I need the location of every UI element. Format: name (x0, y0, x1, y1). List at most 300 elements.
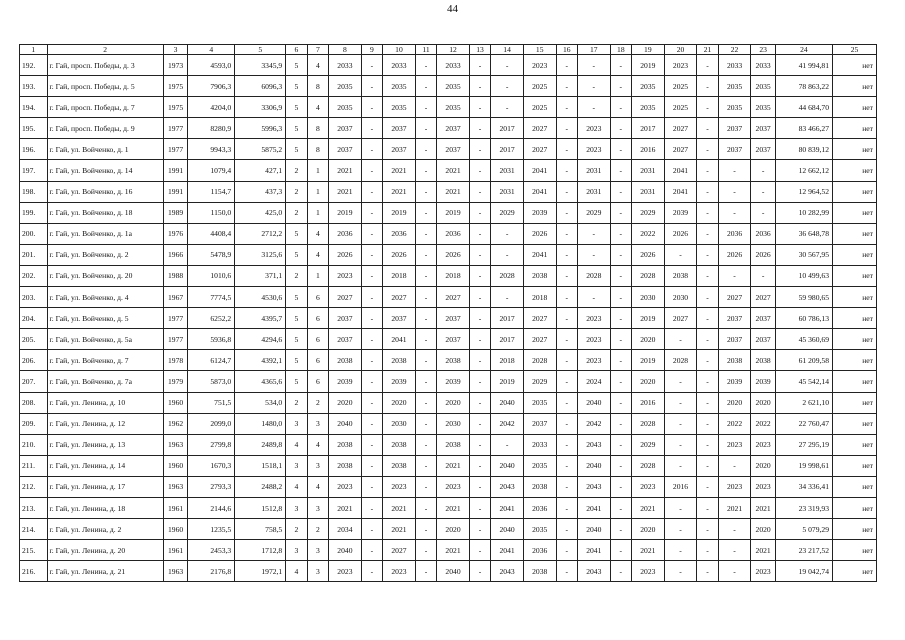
table-cell: - (361, 561, 382, 582)
table-cell: - (610, 434, 631, 455)
table-cell: 1963 (163, 476, 187, 497)
table-cell: - (697, 434, 718, 455)
table-cell: 2035 (632, 97, 665, 118)
table-cell: 2021 (329, 181, 362, 202)
table-cell: - (610, 265, 631, 286)
table-cell: 203. (20, 287, 48, 308)
table-cell: 4593,0 (188, 55, 235, 76)
table-cell: 2026 (664, 223, 697, 244)
table-cell: 6 (307, 329, 328, 350)
table-cell: 2035 (383, 76, 416, 97)
table-cell: - (361, 181, 382, 202)
table-cell: 2022 (632, 223, 665, 244)
table-cell: - (556, 97, 577, 118)
table-cell: 2019 (491, 371, 524, 392)
table-cell: нет (832, 519, 876, 540)
table-cell: - (697, 497, 718, 518)
table-cell: - (415, 455, 436, 476)
table-cell: - (556, 455, 577, 476)
table-cell: - (664, 434, 697, 455)
table-cell: нет (832, 540, 876, 561)
table-cell: 5 (286, 308, 307, 329)
table-cell: 45 360,69 (775, 329, 832, 350)
table-cell: 1010,6 (188, 265, 235, 286)
table-cell: 2043 (577, 434, 610, 455)
table-cell: 2021 (437, 540, 470, 561)
table-cell: 4408,4 (188, 223, 235, 244)
column-header: 19 (632, 45, 665, 55)
table-cell: 2031 (577, 160, 610, 181)
table-cell: 2 621,10 (775, 392, 832, 413)
table-cell: 2018 (523, 287, 556, 308)
table-cell: 2023 (329, 476, 362, 497)
table-cell: 2039 (664, 202, 697, 223)
table-cell: 2037 (523, 413, 556, 434)
table-cell: 61 209,58 (775, 350, 832, 371)
table-cell: - (556, 519, 577, 540)
table-cell: - (664, 329, 697, 350)
address-cell: г. Гай, ул. Ленина, д. 20 (47, 540, 163, 561)
table-cell: - (664, 392, 697, 413)
table-cell: 758,5 (235, 519, 286, 540)
table-cell: 2028 (632, 265, 665, 286)
table-cell: 192. (20, 55, 48, 76)
table-cell: - (697, 139, 718, 160)
table-cell: - (610, 244, 631, 265)
table-cell: - (664, 413, 697, 434)
table-cell: 2021 (383, 181, 416, 202)
table-cell: 2035 (437, 76, 470, 97)
table-cell: - (697, 350, 718, 371)
column-header: 8 (329, 45, 362, 55)
table-cell: - (577, 76, 610, 97)
table-cell: 2035 (523, 455, 556, 476)
table-cell: 2021 (329, 160, 362, 181)
table-cell: 2712,2 (235, 223, 286, 244)
table-cell: 5 079,29 (775, 519, 832, 540)
column-header: 1 (20, 45, 48, 55)
table-cell: - (751, 181, 775, 202)
table-cell: - (610, 118, 631, 139)
table-cell: 2029 (577, 202, 610, 223)
table-cell: 1972,1 (235, 561, 286, 582)
table-cell: 2018 (383, 265, 416, 286)
table-cell: 2041 (523, 160, 556, 181)
table-cell: 2018 (437, 265, 470, 286)
table-cell: - (751, 265, 775, 286)
table-cell: 1979 (163, 371, 187, 392)
table-cell: 216. (20, 561, 48, 582)
table-cell: - (718, 202, 751, 223)
table-cell: 7774,5 (188, 287, 235, 308)
table-cell: - (469, 181, 490, 202)
table-cell: - (415, 392, 436, 413)
table-row (20, 371, 877, 392)
table-cell: 2020 (751, 519, 775, 540)
table-row (20, 329, 877, 350)
table-cell: 4294,6 (235, 329, 286, 350)
table-cell: 214. (20, 519, 48, 540)
table-cell: 2031 (632, 160, 665, 181)
table-cell: 437,3 (235, 181, 286, 202)
table-cell: - (577, 97, 610, 118)
table-cell: 2019 (632, 308, 665, 329)
table-cell: - (556, 181, 577, 202)
table-cell: 2037 (718, 329, 751, 350)
table-cell: 4 (286, 434, 307, 455)
table-cell: 2021 (632, 497, 665, 518)
table-cell: 2033 (437, 55, 470, 76)
table-cell: - (556, 287, 577, 308)
table-cell: 212. (20, 476, 48, 497)
table-cell: 5478,9 (188, 244, 235, 265)
table-cell: 2021 (383, 160, 416, 181)
table-cell: - (610, 371, 631, 392)
table-cell: - (697, 561, 718, 582)
table-cell: - (664, 497, 697, 518)
table-cell: 2041 (664, 160, 697, 181)
table-cell: 5873,0 (188, 371, 235, 392)
table-cell: 2 (286, 181, 307, 202)
table-cell: - (751, 160, 775, 181)
table-cell: 2038 (329, 434, 362, 455)
table-cell: 2035 (632, 76, 665, 97)
table-cell: 2021 (437, 181, 470, 202)
table-cell: 8280,9 (188, 118, 235, 139)
table-cell: - (361, 202, 382, 223)
table-cell: - (556, 497, 577, 518)
table-cell: 2020 (751, 455, 775, 476)
table-cell: нет (832, 476, 876, 497)
table-cell: 2029 (632, 202, 665, 223)
table-row (20, 181, 877, 202)
table-cell: 2039 (383, 371, 416, 392)
table-cell: 1975 (163, 76, 187, 97)
table-cell: 2036 (329, 223, 362, 244)
table-cell: 12 964,52 (775, 181, 832, 202)
table-cell: 2040 (577, 519, 610, 540)
table-cell: 2017 (491, 329, 524, 350)
table-cell: 2038 (664, 265, 697, 286)
table-cell: 2043 (491, 476, 524, 497)
address-cell: г. Гай, ул. Войченко, д. 18 (47, 202, 163, 223)
page-number: 44 (447, 3, 458, 15)
table-cell: 2041 (383, 329, 416, 350)
table-cell: - (361, 265, 382, 286)
table-cell: - (556, 371, 577, 392)
table-cell: 2019 (437, 202, 470, 223)
table-cell: 6 (307, 287, 328, 308)
table-cell: 27 295,19 (775, 434, 832, 455)
table-cell: 2040 (491, 392, 524, 413)
table-cell: 1235,5 (188, 519, 235, 540)
table-cell: 1963 (163, 561, 187, 582)
table-cell: 2023 (329, 265, 362, 286)
table-cell: 201. (20, 244, 48, 265)
table-cell: 2144,6 (188, 497, 235, 518)
table-cell: 427,1 (235, 160, 286, 181)
table-cell: 211. (20, 455, 48, 476)
table-cell: 371,1 (235, 265, 286, 286)
table-cell: - (415, 561, 436, 582)
table-cell: 6 (307, 350, 328, 371)
table-cell: 199. (20, 202, 48, 223)
table-cell: 206. (20, 350, 48, 371)
table-cell: - (718, 519, 751, 540)
table-cell: - (491, 434, 524, 455)
table-cell: 3 (286, 497, 307, 518)
table-cell: 2040 (577, 455, 610, 476)
table-cell: 3 (286, 540, 307, 561)
table-cell: 2030 (664, 287, 697, 308)
table-cell: 2020 (437, 392, 470, 413)
table-cell: нет (832, 287, 876, 308)
table-cell: 2040 (329, 540, 362, 561)
table-cell: 2027 (383, 287, 416, 308)
table-cell: - (697, 287, 718, 308)
table-cell: - (697, 181, 718, 202)
table-cell: 3 (286, 413, 307, 434)
table-cell: - (415, 55, 436, 76)
table-cell: 2020 (718, 392, 751, 413)
column-header: 17 (577, 45, 610, 55)
table-cell: - (361, 413, 382, 434)
table-cell: 4 (286, 476, 307, 497)
table-cell: 4 (307, 244, 328, 265)
table-cell: - (697, 371, 718, 392)
table-cell: 2035 (329, 76, 362, 97)
table-cell: 2035 (523, 519, 556, 540)
address-cell: г. Гай, просп. Победы, д. 3 (47, 55, 163, 76)
table-cell: 2027 (664, 308, 697, 329)
table-cell: 1963 (163, 434, 187, 455)
table-cell: 2026 (718, 244, 751, 265)
table-cell: - (361, 455, 382, 476)
table-cell: 2041 (523, 244, 556, 265)
table-cell: - (361, 223, 382, 244)
table-cell: 3125,6 (235, 244, 286, 265)
table-cell: - (610, 476, 631, 497)
table-body (20, 55, 877, 582)
table-cell: - (556, 392, 577, 413)
table-cell: 2017 (491, 308, 524, 329)
table-cell: 2028 (523, 350, 556, 371)
table-cell: 2023 (577, 118, 610, 139)
table-cell: - (361, 160, 382, 181)
table-cell: нет (832, 329, 876, 350)
table-cell: 2037 (751, 308, 775, 329)
table-cell: 2041 (577, 540, 610, 561)
table-cell: 2040 (329, 413, 362, 434)
table-cell: 2023 (632, 561, 665, 582)
table-cell: 202. (20, 265, 48, 286)
column-header: 16 (556, 45, 577, 55)
table-cell: 2041 (664, 181, 697, 202)
table-cell: 36 648,78 (775, 223, 832, 244)
table-cell: 2033 (718, 55, 751, 76)
table-cell: 2023 (577, 329, 610, 350)
table-cell: 2453,3 (188, 540, 235, 561)
table-cell: - (718, 181, 751, 202)
table-cell: 2489,8 (235, 434, 286, 455)
table-cell: 2037 (751, 139, 775, 160)
table-cell: 2026 (523, 223, 556, 244)
table-cell: - (556, 413, 577, 434)
table-cell: - (361, 244, 382, 265)
column-header: 24 (775, 45, 832, 55)
table-row (20, 413, 877, 434)
table-cell: 2023 (751, 561, 775, 582)
table-cell: 1154,7 (188, 181, 235, 202)
table-cell: 2024 (577, 371, 610, 392)
table-cell: 1960 (163, 455, 187, 476)
table-cell: 2040 (491, 519, 524, 540)
table-row (20, 139, 877, 160)
table-cell: 4204,0 (188, 97, 235, 118)
table-cell: - (577, 55, 610, 76)
table-cell: 2037 (383, 308, 416, 329)
table-cell: 1518,1 (235, 455, 286, 476)
table-cell: 2016 (664, 476, 697, 497)
address-cell: г. Гай, ул. Ленина, д. 18 (47, 497, 163, 518)
table-cell: 751,5 (188, 392, 235, 413)
table-cell: 2027 (718, 287, 751, 308)
table-cell: - (556, 434, 577, 455)
table-cell: 2020 (751, 392, 775, 413)
table-cell: 5936,8 (188, 329, 235, 350)
table-cell: 2021 (437, 497, 470, 518)
table-cell: 2036 (523, 497, 556, 518)
table-cell: 5 (286, 350, 307, 371)
table-cell: - (610, 139, 631, 160)
table-cell: 1961 (163, 540, 187, 561)
table-cell: - (361, 350, 382, 371)
column-header: 2 (47, 45, 163, 55)
table-cell: - (415, 160, 436, 181)
table-cell: 2040 (491, 455, 524, 476)
table-cell: - (415, 371, 436, 392)
table-cell: нет (832, 265, 876, 286)
table-cell: 2035 (383, 97, 416, 118)
table-cell: 2031 (632, 181, 665, 202)
table-cell: - (361, 329, 382, 350)
column-header: 10 (383, 45, 416, 55)
table-cell: - (491, 76, 524, 97)
table-cell: 2025 (664, 76, 697, 97)
table-cell: 5 (286, 76, 307, 97)
table-cell: 2036 (383, 223, 416, 244)
table-cell: - (491, 244, 524, 265)
table-cell: 2025 (523, 97, 556, 118)
table-cell: 2023 (523, 55, 556, 76)
table-cell: - (556, 55, 577, 76)
table-cell: - (610, 202, 631, 223)
table-cell: 5875,2 (235, 139, 286, 160)
table-cell: 6252,2 (188, 308, 235, 329)
table-cell: 2039 (329, 371, 362, 392)
table-cell: 45 542,14 (775, 371, 832, 392)
table-cell: - (469, 413, 490, 434)
table-cell: 3 (307, 561, 328, 582)
table-cell: - (697, 118, 718, 139)
table-cell: - (415, 434, 436, 455)
table-cell: - (469, 244, 490, 265)
table-cell: нет (832, 561, 876, 582)
table-cell: 2025 (664, 97, 697, 118)
table-cell: 2037 (329, 118, 362, 139)
column-header: 9 (361, 45, 382, 55)
table-cell: - (610, 455, 631, 476)
table-cell: 78 863,22 (775, 76, 832, 97)
table-cell: 8 (307, 76, 328, 97)
table-cell: - (361, 476, 382, 497)
table-cell: - (697, 476, 718, 497)
table-cell: нет (832, 76, 876, 97)
table-cell: - (469, 223, 490, 244)
column-header: 20 (664, 45, 697, 55)
table-cell: 3 (307, 413, 328, 434)
table-cell: - (610, 223, 631, 244)
table-cell: 2017 (491, 118, 524, 139)
table-cell: 5 (286, 139, 307, 160)
table-cell: - (610, 519, 631, 540)
table-cell: нет (832, 181, 876, 202)
table-cell: 3345,9 (235, 55, 286, 76)
column-header: 6 (286, 45, 307, 55)
table-cell: 2026 (383, 244, 416, 265)
table-cell: - (469, 76, 490, 97)
table-cell: - (469, 97, 490, 118)
table-cell: - (610, 350, 631, 371)
column-header: 12 (437, 45, 470, 55)
table-cell: 4 (307, 434, 328, 455)
column-header: 4 (188, 45, 235, 55)
table-cell: - (556, 329, 577, 350)
table-cell: 1967 (163, 287, 187, 308)
table-cell: - (469, 139, 490, 160)
table-cell: - (664, 540, 697, 561)
address-cell: г. Гай, ул. Войченко, д. 7а (47, 371, 163, 392)
table-cell: 2035 (437, 97, 470, 118)
table-row (20, 244, 877, 265)
table-cell: 204. (20, 308, 48, 329)
table-cell: 2036 (718, 223, 751, 244)
table-cell: 1670,3 (188, 455, 235, 476)
table-cell: - (415, 329, 436, 350)
table-cell: нет (832, 371, 876, 392)
address-cell: г. Гай, ул. Ленина, д. 17 (47, 476, 163, 497)
table-cell: - (415, 540, 436, 561)
table-cell: нет (832, 160, 876, 181)
table-cell: 2037 (383, 139, 416, 160)
table-cell: 2039 (523, 202, 556, 223)
table-row (20, 223, 877, 244)
table-cell: 2041 (491, 540, 524, 561)
table-cell: - (556, 265, 577, 286)
table-cell: - (415, 118, 436, 139)
table-cell: 2023 (577, 308, 610, 329)
table-cell: 2016 (632, 392, 665, 413)
table-cell: - (361, 76, 382, 97)
table-cell: 59 980,65 (775, 287, 832, 308)
table-cell: - (697, 392, 718, 413)
column-header: 25 (832, 45, 876, 55)
table-cell: 6096,3 (235, 76, 286, 97)
table-cell: 2033 (751, 55, 775, 76)
address-cell: г. Гай, ул. Ленина, д. 21 (47, 561, 163, 582)
table-cell: 4 (307, 97, 328, 118)
table-cell: 2036 (523, 540, 556, 561)
